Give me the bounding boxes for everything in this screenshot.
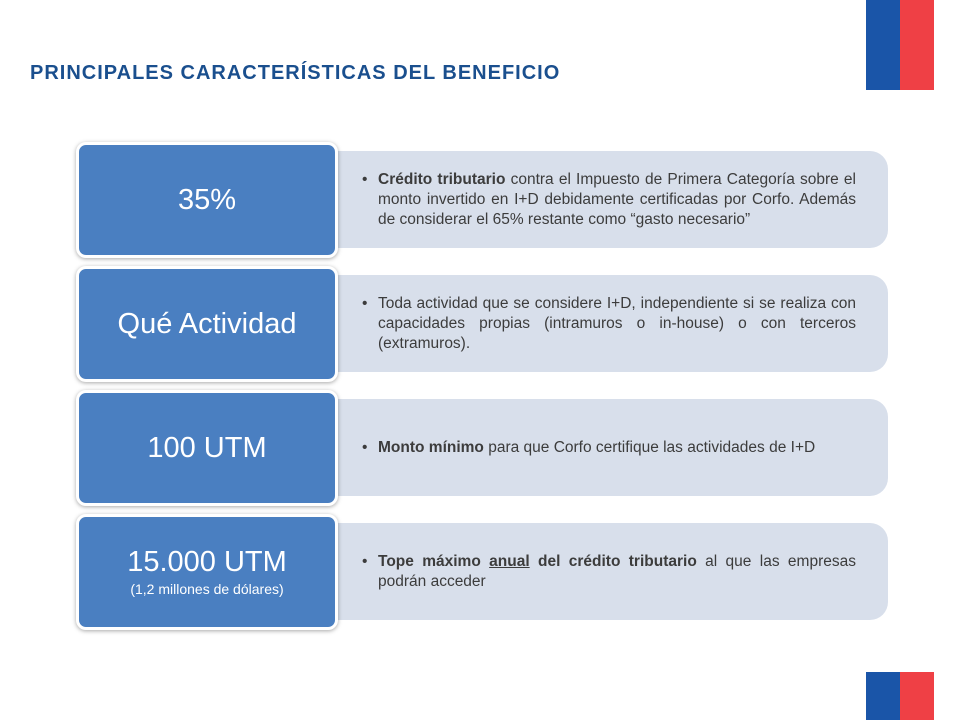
flag-blue-band <box>866 0 900 90</box>
benefit-label: 35% <box>177 184 237 216</box>
bullet-icon: • <box>362 552 368 570</box>
flag-stripe-bottom <box>866 672 934 720</box>
benefit-description-panel <box>254 399 888 496</box>
flag-stripe-top <box>866 0 934 90</box>
benefit-label-box <box>76 514 338 630</box>
benefit-label-box <box>76 390 338 506</box>
description-text: para que Corfo certifique las actividades de I+D <box>483 438 816 456</box>
bullet-icon: • <box>362 294 368 312</box>
benefit-label-box <box>76 142 338 258</box>
benefit-sublabel: (1,2 millones de dólares) <box>130 581 284 597</box>
benefit-description <box>362 170 856 230</box>
flag-red-band <box>900 0 934 90</box>
description-bold-text: Monto mínimo <box>378 438 484 456</box>
benefit-label-box <box>76 266 338 382</box>
benefit-row-minimum-amount <box>76 390 888 510</box>
benefit-description <box>362 552 856 592</box>
benefit-row-activity <box>76 266 888 386</box>
benefit-description <box>362 438 815 458</box>
description-text: contra el Impuesto de Primera Categoría sobre el monto invertido en I+D debidamente certificadas por Corfo. Además de considerar el 65% restante como “gasto necesario” <box>378 170 856 228</box>
description-bold-text: Tope máximo <box>378 552 490 570</box>
bullet-icon: • <box>362 170 368 188</box>
description-bold-text: del crédito tributario <box>529 552 697 570</box>
flag-red-band <box>900 672 934 720</box>
benefit-description-panel <box>254 523 888 620</box>
page-title: PRINCIPALES CARACTERÍSTICAS DEL BENEFICIO <box>30 62 561 84</box>
benefit-description-panel <box>254 151 888 248</box>
description-underlined-text: anual <box>489 552 530 570</box>
description-text: Toda actividad que se considere I+D, independiente si se realiza con capacidades propias (intramuros o in-house) o con terceros (extramuros). <box>378 294 856 352</box>
benefit-row-tax-credit <box>76 142 888 262</box>
bullet-icon: • <box>362 438 368 456</box>
benefit-description <box>362 294 856 354</box>
flag-blue-band <box>866 672 900 720</box>
description-bold-text: Crédito tributario <box>378 170 506 188</box>
description-text: al que las empresas podrán acceder <box>378 552 856 590</box>
benefit-label: 100 UTM <box>147 432 267 464</box>
benefit-row-maximum-cap <box>76 514 888 634</box>
benefit-label: 15.000 UTM <box>127 546 287 578</box>
benefit-label: Qué Actividad <box>117 308 297 340</box>
benefit-description-panel <box>254 275 888 372</box>
